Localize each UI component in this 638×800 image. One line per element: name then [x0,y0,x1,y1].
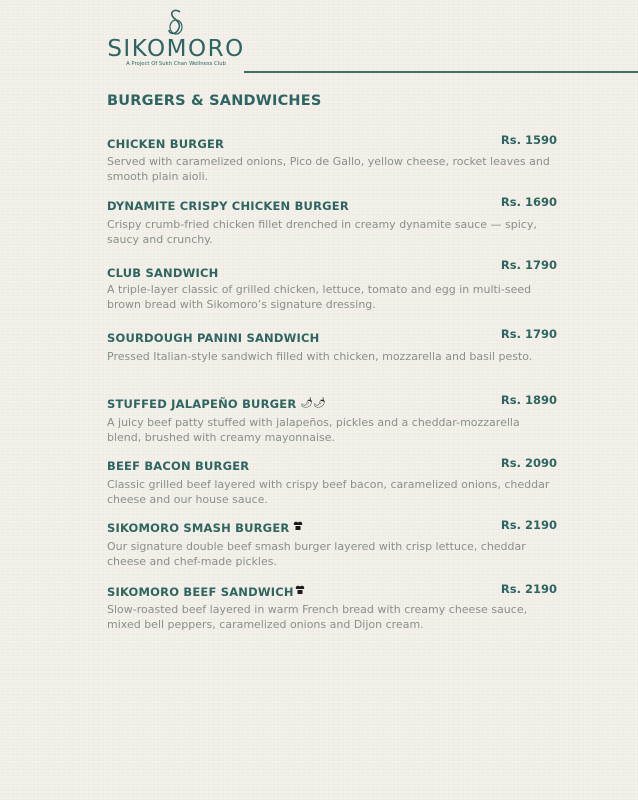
item-description: Slow-roasted beef layered in warm French bread with creamy cheese sauce, mixed bell peppers, caramelized onions and Dijon cream. [107,603,528,631]
item-description: Our signature double beef smash burger layered with crisp lettuce, cheddar cheese and chef-made pickles. [107,540,526,568]
item-price: Rs. 1790 [500,258,557,272]
item-description: Pressed Italian-style sandwich filled with chicken, mozzarella and basil pesto. [107,350,533,363]
item-name: SOURDOUGH PANINI SANDWICH [107,331,320,345]
brand-logo [106,8,246,67]
item-price: Rs. 1790 [500,327,557,341]
brand-tagline: A Project Of Sukh Chan Wellness Club [126,61,226,67]
menu-item [107,327,557,363]
menu-item [107,393,557,444]
item-price: Rs. 2090 [500,456,557,470]
item-description: A triple-layer classic of grilled chicken, lettuce, tomato and egg in multi-seed brown bread with Sikomoro’s signature dressing. [107,283,532,311]
item-name: SIKOMORO SMASH BURGER [107,521,290,535]
item-price: Rs. 1590 [500,133,557,147]
item-description: Crispy crumb-fried chicken fillet drenched in creamy dynamite sauce — spicy, saucy and crunchy. [107,218,537,246]
chili-icon: 🌶🌶 [300,398,326,409]
item-description: A juicy beef patty stuffed with jalapeños, pickles and a cheddar-mozzarella blend, brushed with creamy mayonnaise. [107,416,520,444]
item-price: Rs. 1690 [500,195,557,209]
menu-item [107,258,557,311]
item-name: CHICKEN BURGER [107,137,225,151]
item-price: Rs. 1890 [500,393,557,407]
menu-item [107,133,557,183]
item-name: DYNAMITE CRISPY CHICKEN BURGER [107,199,349,213]
item-description: Served with caramelized onions, Pico de Gallo, yellow cheese, rocket leaves and smooth plain aioli. [107,155,550,183]
menu-item [107,581,557,631]
item-name: BEEF BACON BURGER [107,459,250,473]
section-title: BURGERS & SANDWICHES [107,93,322,109]
item-price: Rs. 2190 [500,518,557,532]
chef-icon [295,585,305,599]
item-name: CLUB SANDWICH [107,266,219,280]
sikomoro-emblem-icon [165,8,187,38]
brand-name: SIKOMORO [107,36,245,62]
menu-item [107,455,557,506]
item-price: Rs. 2190 [500,582,557,596]
menu-item [107,517,557,568]
item-name: SIKOMORO BEEF SANDWICH [107,585,294,599]
menu-item [107,195,557,246]
item-name: STUFFED JALAPEÑO BURGER [107,397,297,411]
header-divider [244,71,638,73]
item-description: Classic grilled beef layered with crispy beef bacon, caramelized onions, cheddar cheese and our house sauce. [107,478,550,506]
chef-icon [293,521,303,535]
